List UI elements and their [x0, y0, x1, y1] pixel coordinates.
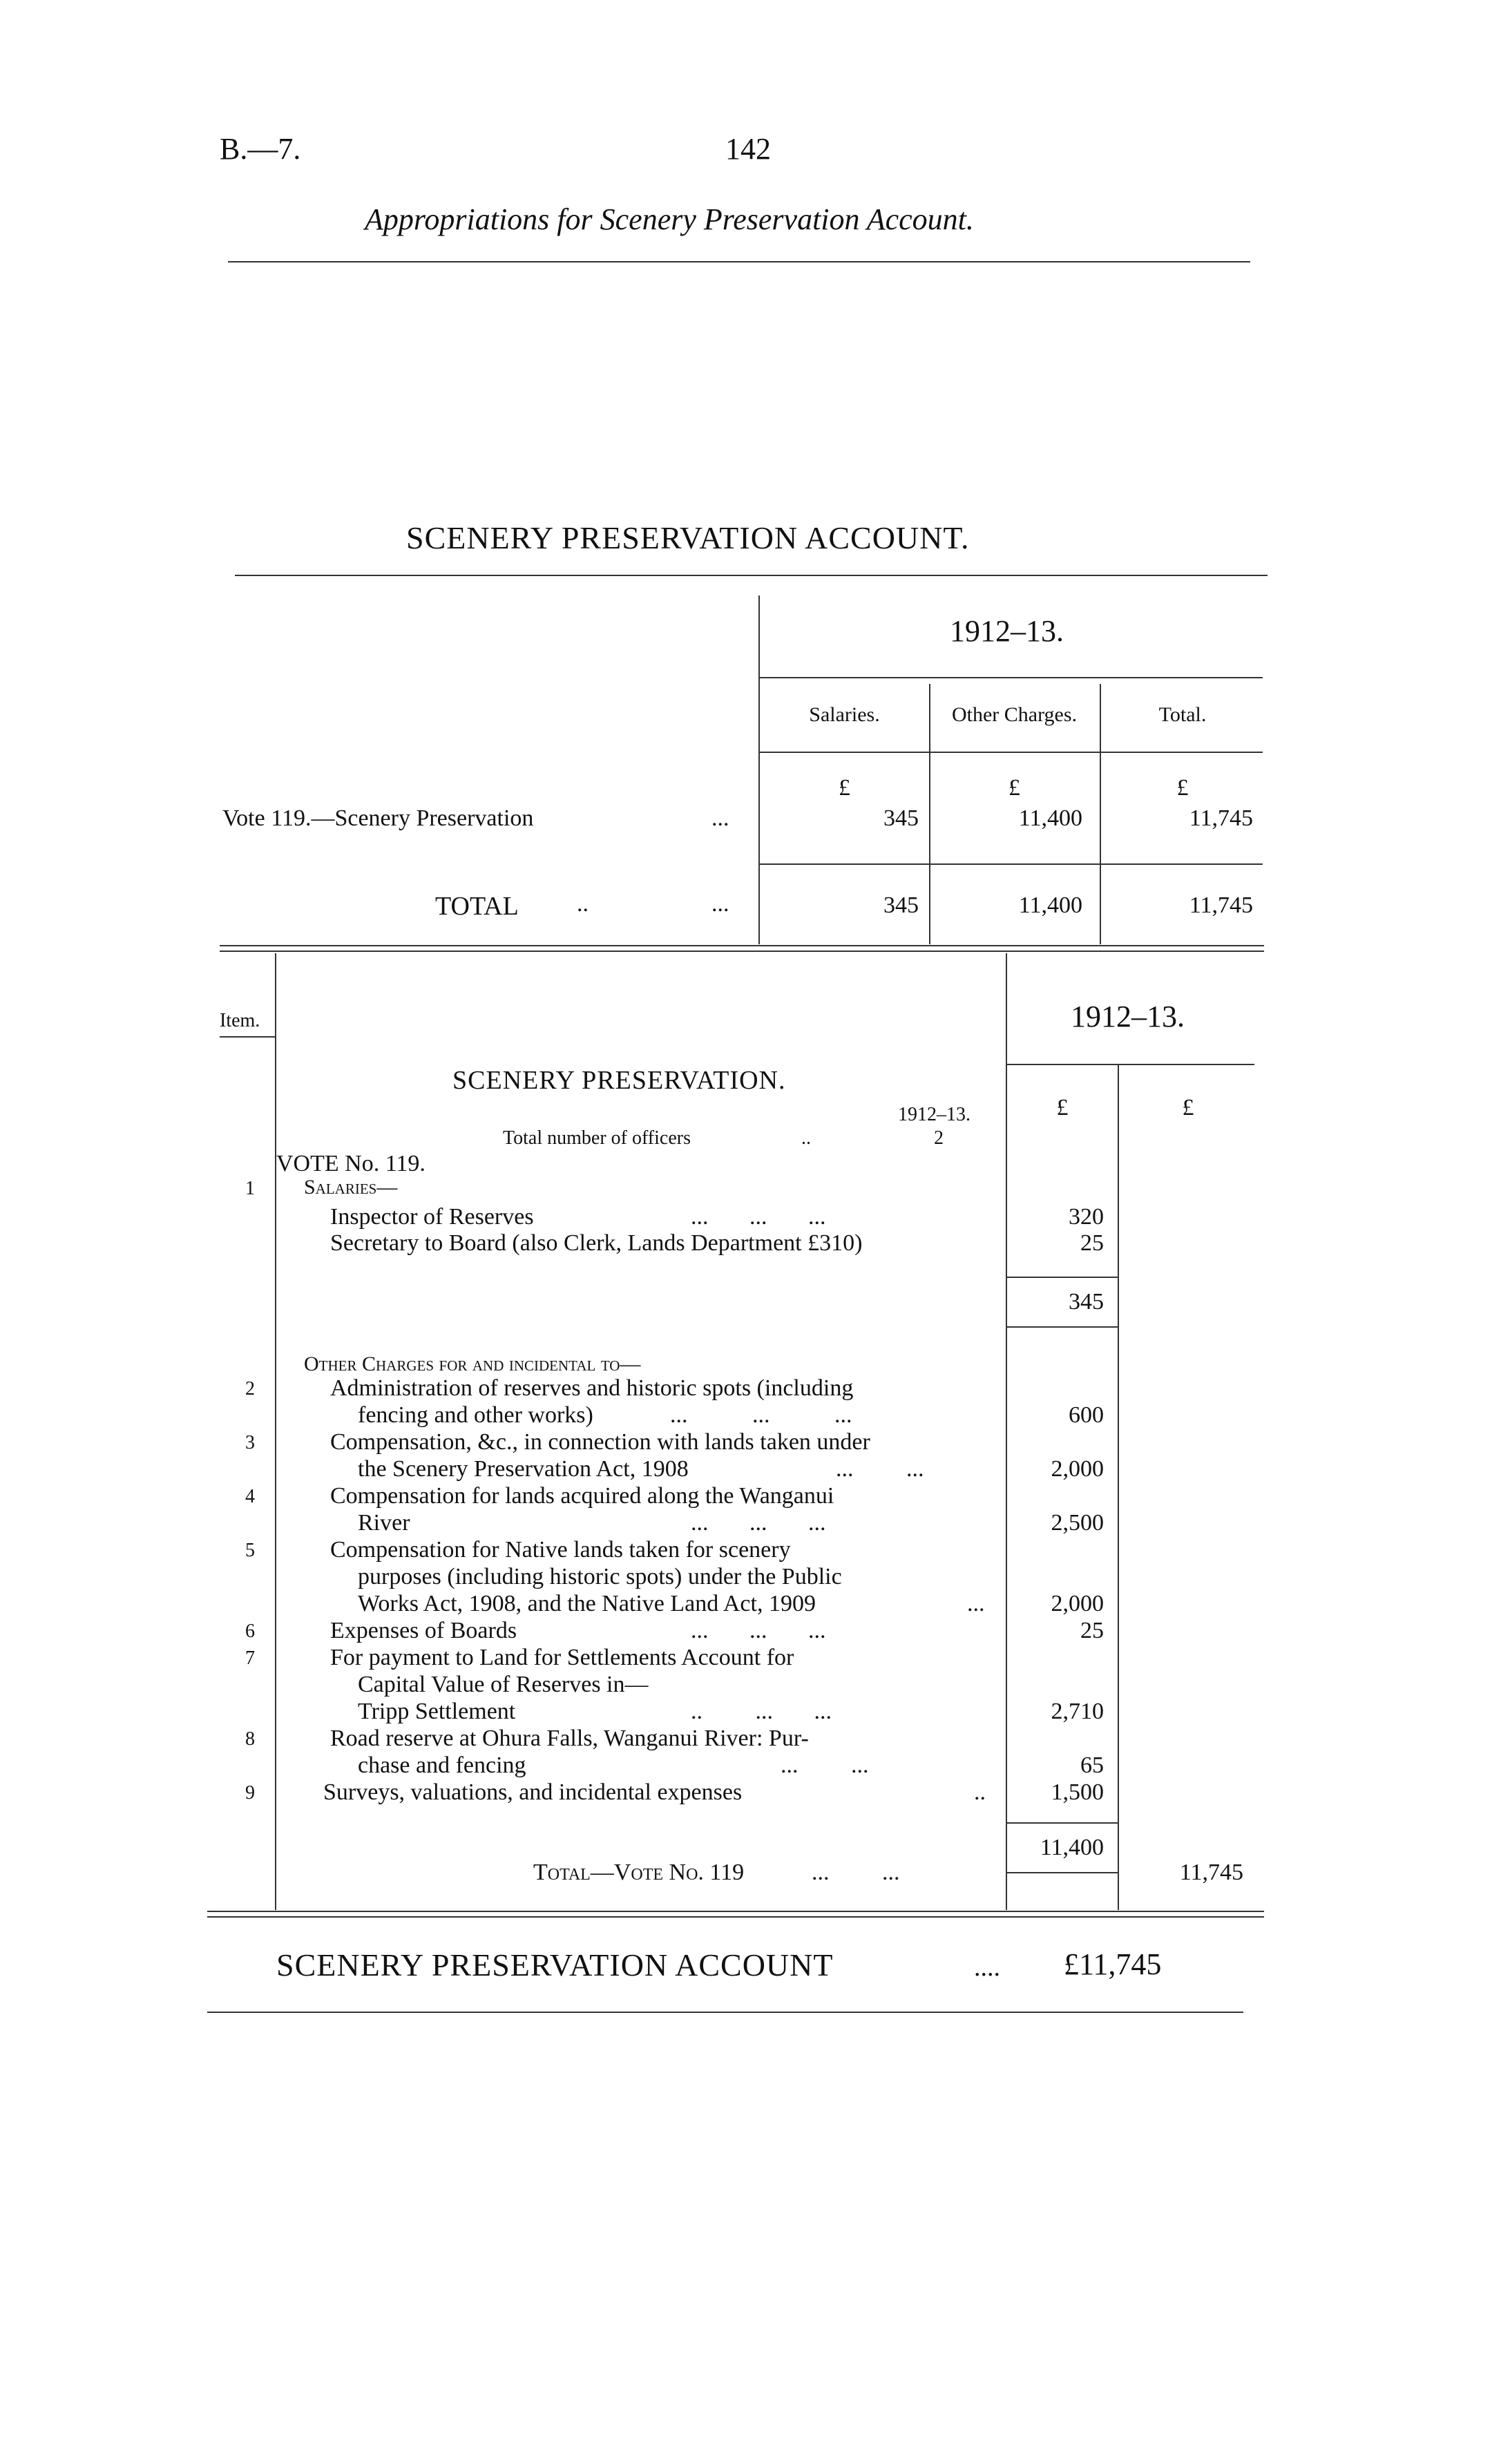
- detail-year: 1912–13.: [1071, 1000, 1185, 1033]
- item-line: Compensation for lands acquired along the Wanganui: [330, 1483, 834, 1509]
- detail-other-heading: Other Charges for and incidental to—: [304, 1353, 641, 1375]
- item-line: River: [358, 1510, 410, 1536]
- detail-officers-year: 1912–13.: [898, 1104, 971, 1125]
- footer-rule: [207, 2012, 1243, 2013]
- detail-item-header: Item.: [220, 1010, 260, 1031]
- summary-currency-total: £: [1176, 775, 1189, 801]
- item-amount: 1,500: [1051, 1779, 1104, 1805]
- salary-line-amount: 320: [1069, 1204, 1104, 1230]
- detail-vote-heading: VOTE No. 119.: [276, 1151, 426, 1176]
- item-amount: 65: [1080, 1753, 1104, 1778]
- item-number: 4: [245, 1486, 255, 1507]
- summary-total-total: 11,745: [1189, 892, 1253, 918]
- detail-vote-total: 11,745: [1179, 1860, 1243, 1885]
- item-amount: 25: [1080, 1618, 1104, 1643]
- item-line: the Scenery Preservation Act, 1908: [358, 1456, 689, 1482]
- item-line: Administration of reserves and historic spots (including: [330, 1375, 854, 1401]
- detail-salaries-item-no: 1: [245, 1178, 255, 1199]
- detail-item-col-sep: [275, 953, 276, 1910]
- summary-col-other: Other Charges.: [951, 703, 1078, 726]
- summary-bottom-rule-2: [220, 951, 1264, 952]
- summary-bottom-rule: [220, 945, 1264, 946]
- item-line: Road reserve at Ohura Falls, Wanganui River: Pur-: [330, 1726, 809, 1751]
- detail-salaries-heading: Salaries—: [304, 1176, 398, 1198]
- item-line: Capital Value of Reserves in—: [358, 1672, 649, 1697]
- item-number: 5: [245, 1540, 255, 1561]
- item-number: 3: [245, 1432, 255, 1453]
- detail-vote-total-label: Total—Vote No. 119: [533, 1860, 745, 1885]
- summary-currency-other: £: [1008, 775, 1020, 801]
- detail-officers-label: Total number of officers: [503, 1127, 691, 1149]
- item-line: Tripp Settlement: [358, 1699, 516, 1724]
- item-line: Expenses of Boards: [330, 1618, 517, 1643]
- item-line: chase and fencing: [358, 1753, 526, 1778]
- item-number: 8: [245, 1728, 255, 1750]
- other-subtotal-rule: [1006, 1822, 1118, 1824]
- page-number: 142: [725, 132, 771, 166]
- summary-vote-total: 11,745: [1189, 805, 1253, 831]
- page-subtitle: Appropriations for Scenery Preservation Account.: [365, 202, 974, 236]
- detail-bottom-rule-2: [207, 1916, 1264, 1918]
- item-line: Surveys, valuations, and incidental expenses: [323, 1779, 743, 1805]
- page-ref: B.—7.: [220, 132, 301, 166]
- summary-total-salaries: 345: [883, 892, 919, 918]
- summary-total-other: 11,400: [1018, 892, 1082, 918]
- item-number: 2: [245, 1378, 255, 1400]
- item-amount: 2,500: [1051, 1510, 1104, 1536]
- item-number: 6: [245, 1621, 255, 1642]
- header-rule: [228, 261, 1250, 262]
- summary-vote-other: 11,400: [1018, 805, 1082, 831]
- item-line: Compensation for Native lands taken for scenery: [330, 1537, 791, 1563]
- other-subtotal-rule-bottom: [1006, 1872, 1118, 1873]
- summary-vote-salaries: 345: [883, 805, 919, 831]
- item-amount: 2,000: [1051, 1591, 1104, 1616]
- item-number: 7: [245, 1648, 255, 1669]
- item-number: 9: [245, 1782, 255, 1804]
- item-line: Compensation, &c., in connection with lands taken under: [330, 1429, 870, 1455]
- detail-currency-1: £: [1056, 1095, 1069, 1120]
- detail-year-rule: [1006, 1064, 1254, 1065]
- footer-amount: £11,745: [1064, 1947, 1162, 1981]
- item-amount: 2,000: [1051, 1456, 1104, 1482]
- summary-vote-label: Vote 119.—Scenery Preservation: [222, 805, 534, 831]
- detail-currency-2: £: [1182, 1095, 1194, 1120]
- salaries-subtotal-rule: [1006, 1277, 1118, 1278]
- summary-total-rule: [758, 863, 1263, 865]
- summary-total-label: TOTAL: [435, 892, 519, 921]
- summary-col-salaries: Salaries.: [809, 703, 880, 726]
- summary-year-rule: [758, 677, 1263, 678]
- item-line: Works Act, 1908, and the Native Land Act, 1909: [358, 1591, 816, 1616]
- item-line: purposes (including historic spots) under the Public: [358, 1564, 842, 1589]
- footer-dots: ....: [974, 1953, 1000, 1982]
- detail-item-header-rule: [220, 1036, 275, 1038]
- salary-line-text: Secretary to Board (also Clerk, Lands Department £310): [330, 1230, 863, 1256]
- other-subtotal: 11,400: [1040, 1835, 1104, 1860]
- footer-label: SCENERY PRESERVATION ACCOUNT: [276, 1947, 834, 1983]
- item-line: For payment to Land for Settlements Account for: [330, 1645, 794, 1670]
- item-amount: 2,710: [1051, 1699, 1104, 1724]
- salaries-subtotal-rule-bottom: [1006, 1326, 1118, 1328]
- detail-officers-count: 2: [934, 1127, 944, 1149]
- detail-bottom-rule: [207, 1911, 1264, 1912]
- summary-top-rule: [235, 575, 1268, 576]
- item-amount: 600: [1069, 1402, 1104, 1428]
- detail-section-title: SCENERY PRESERVATION.: [452, 1066, 786, 1095]
- summary-year: 1912–13.: [950, 614, 1064, 648]
- summary-col-total: Total.: [1158, 703, 1207, 726]
- summary-currency-salaries: £: [839, 775, 850, 801]
- salary-line-text: Inspector of Reserves: [330, 1204, 534, 1230]
- salaries-subtotal: 345: [1069, 1289, 1104, 1315]
- salary-line-amount: 25: [1080, 1230, 1104, 1256]
- summary-title: SCENERY PRESERVATION ACCOUNT.: [406, 520, 970, 555]
- item-line: fencing and other works): [358, 1402, 593, 1428]
- summary-colhead-rule: [758, 752, 1263, 753]
- detail-total-col-sep: [1118, 1064, 1119, 1910]
